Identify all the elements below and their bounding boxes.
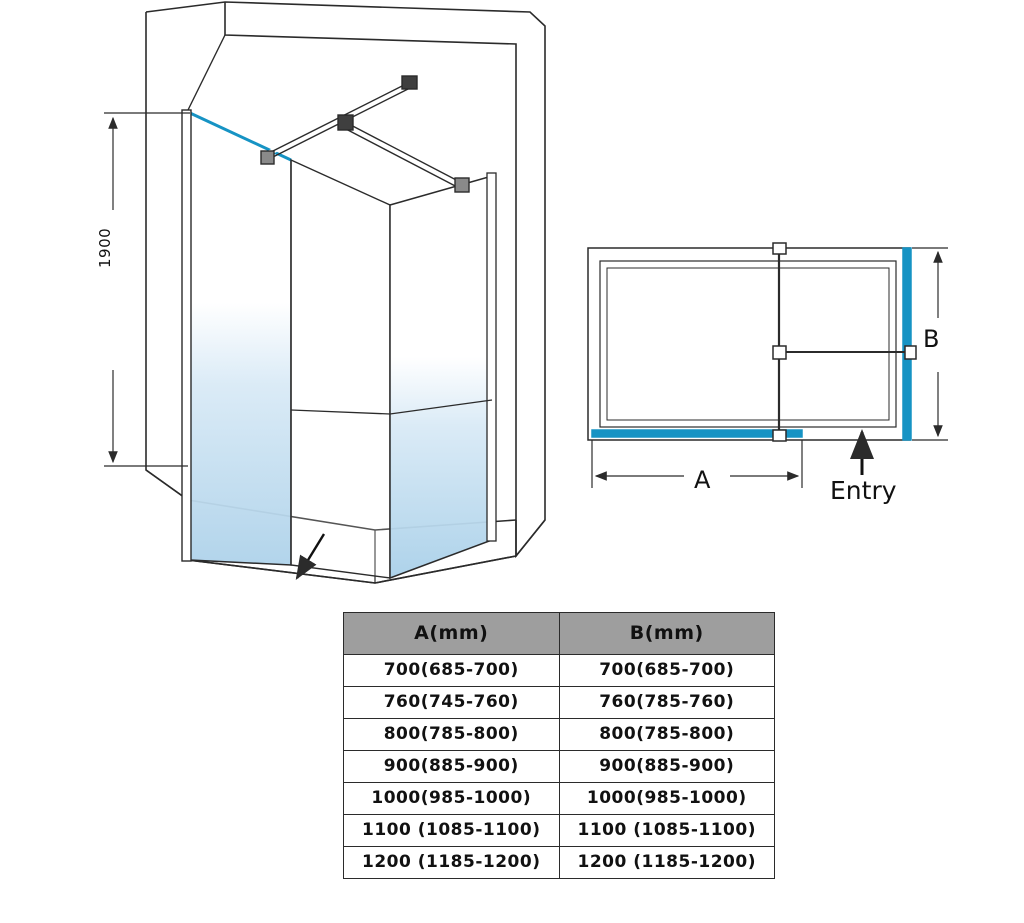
table-row <box>344 847 775 879</box>
dimension-table <box>343 612 775 879</box>
cell-b: 1000(985-1000) <box>559 783 775 815</box>
glass-panel-right <box>390 173 496 578</box>
table-row <box>344 815 775 847</box>
cell-a: 1100 (1085-1100) <box>344 815 560 847</box>
cell-a: 800(785-800) <box>344 719 560 751</box>
plan-dimensions <box>592 248 948 488</box>
cell-b: 900(885-900) <box>559 751 775 783</box>
plan-view <box>588 243 916 441</box>
column-header-a: A(mm) <box>344 613 560 655</box>
glass-panel-left <box>182 110 291 565</box>
table-row <box>344 719 775 751</box>
cell-a: 700(685-700) <box>344 655 560 687</box>
table-row <box>344 687 775 719</box>
entry-label: Entry <box>830 476 897 505</box>
table-row <box>344 655 775 687</box>
cell-b: 1200 (1185-1200) <box>559 847 775 879</box>
table-header-row <box>344 613 775 655</box>
table-row <box>344 783 775 815</box>
cell-b: 700(685-700) <box>559 655 775 687</box>
cell-a: 760(745-760) <box>344 687 560 719</box>
dimension-a-label: A <box>694 466 711 494</box>
cell-a: 1200 (1185-1200) <box>344 847 560 879</box>
cell-a: 1000(985-1000) <box>344 783 560 815</box>
table-row <box>344 751 775 783</box>
dimension-b-label: B <box>923 325 940 353</box>
cell-a: 900(885-900) <box>344 751 560 783</box>
cell-b: 800(785-800) <box>559 719 775 751</box>
column-header-b: B(mm) <box>559 613 775 655</box>
cell-b: 1100 (1085-1100) <box>559 815 775 847</box>
cell-b: 760(785-760) <box>559 687 775 719</box>
glass-panel-front <box>291 160 390 578</box>
height-dimension <box>104 113 190 466</box>
height-dimension-label: 1900 <box>96 227 114 268</box>
table-body <box>344 655 775 879</box>
